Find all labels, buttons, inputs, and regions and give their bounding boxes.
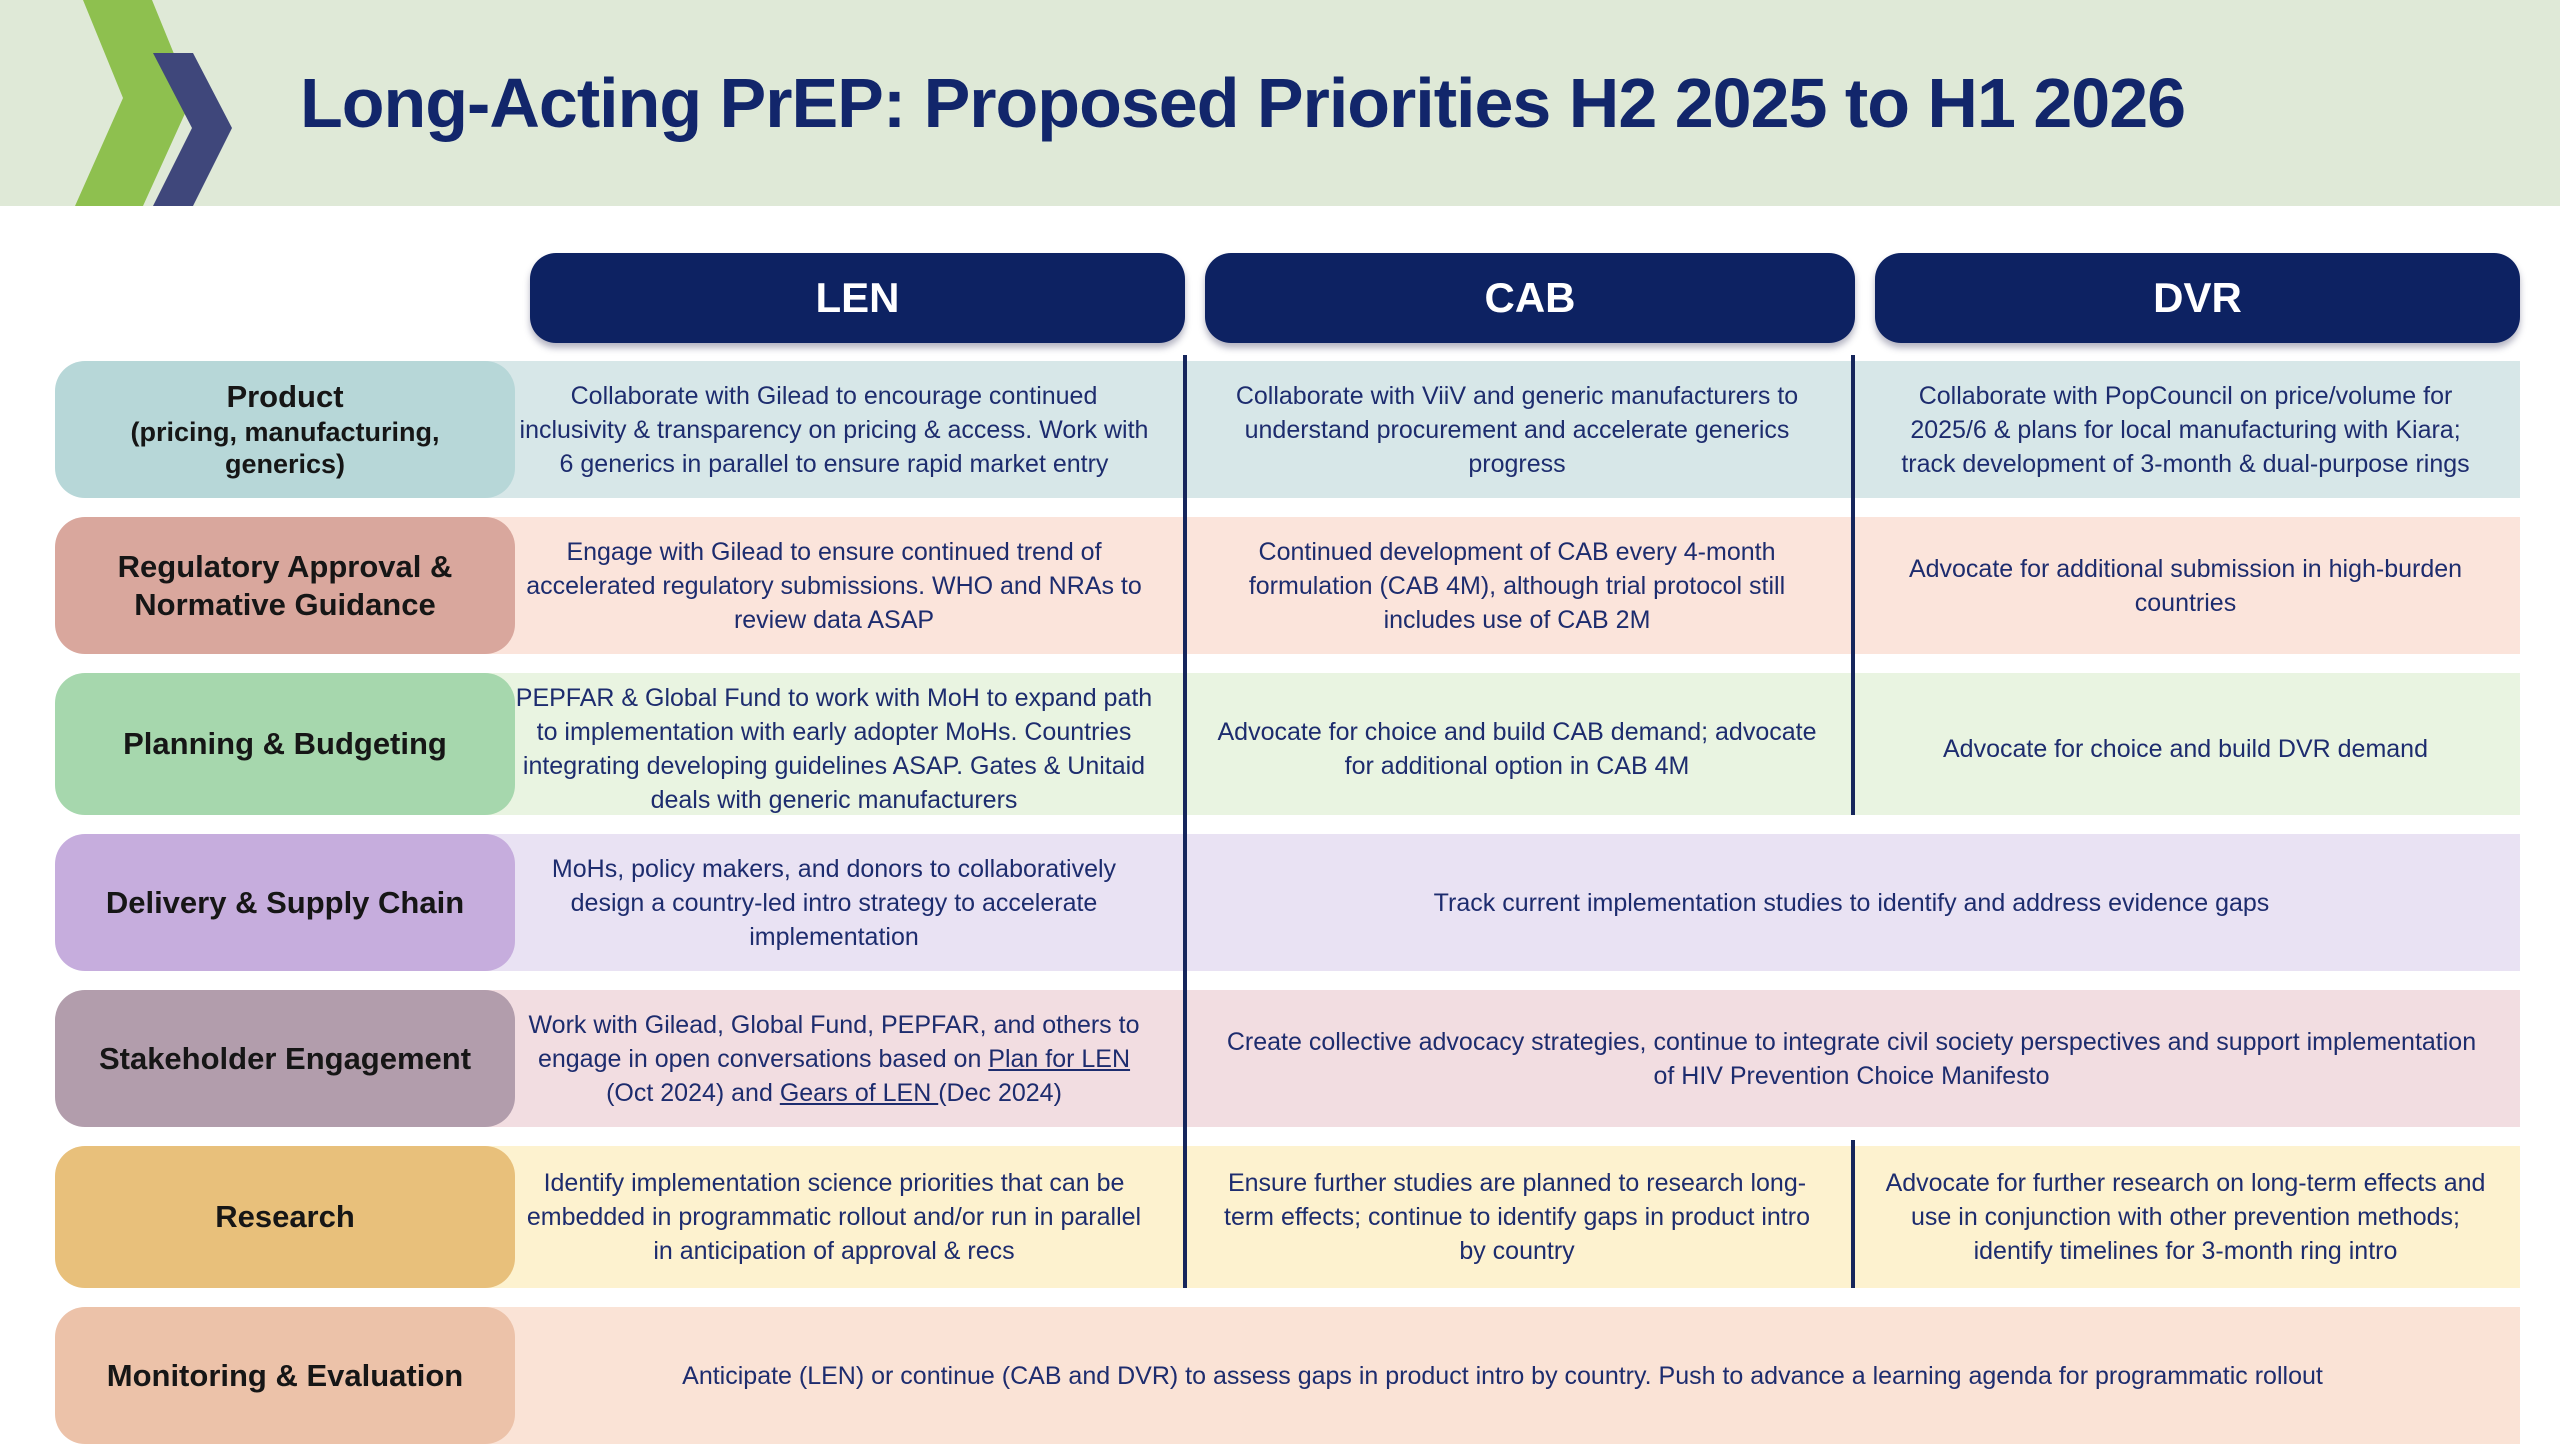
column-header-cab: CAB bbox=[1205, 253, 1855, 343]
cab-dvr-divider-research bbox=[1851, 1140, 1855, 1288]
cell-regulatory-dvr: Advocate for additional submission in high-burden countries bbox=[1908, 554, 2463, 617]
cell-regulatory-len: Engage with Gilead to ensure continued trend of accelerated regulatory submissions. WHO and NRAs to review data ASAP bbox=[526, 537, 1142, 634]
table-row-planning bbox=[55, 673, 2520, 815]
row-label-stakeholder: Stakeholder Engagement bbox=[55, 990, 515, 1127]
row-cells bbox=[485, 1146, 2520, 1288]
column-headers bbox=[55, 253, 2520, 343]
cab-dvr-divider-top bbox=[1851, 355, 1855, 815]
cell-planning-len: PEPFAR & Global Fund to work with MoH to expand path to implementation with early adopter MoHs. Countries integrating developing guidelines ASAP. Gates & Unitaid deals with generic manufacturers bbox=[515, 684, 1153, 814]
slide-header bbox=[0, 0, 2560, 206]
table-row-delivery bbox=[55, 834, 2520, 971]
column-header-dvr: DVR bbox=[1875, 253, 2520, 343]
row-cells bbox=[485, 1307, 2520, 1444]
row-label-monitoring: Monitoring & Evaluation bbox=[55, 1307, 515, 1444]
table-row-stakeholder bbox=[55, 990, 2520, 1127]
cell-research-dvr: Advocate for further research on long-term effects and use in conjunction with other prevention methods; identify timelines for 3-month ring intro bbox=[1885, 1169, 2486, 1265]
cell-product-dvr: Collaborate with PopCouncil on price/volume for 2025/6 & plans for local manufacturing with Kiara; track development of 3-month & dual-purpose rings bbox=[1901, 381, 2470, 478]
cell-delivery-len: MoHs, policy makers, and donors to collaboratively design a country-led intro strategy to accelerate implementation bbox=[551, 854, 1117, 951]
table-row-product bbox=[55, 361, 2520, 498]
table-body bbox=[55, 361, 2520, 1444]
cell-regulatory-cab: Continued development of CAB every 4-month formulation (CAB 4M), although trial protocol still includes use of CAB 2M bbox=[1248, 537, 1786, 634]
row-cells bbox=[485, 673, 2520, 815]
cell-delivery-cab-dvr: Track current implementation studies to identify and address evidence gaps bbox=[1433, 888, 2270, 917]
plan-for-len-link[interactable]: Plan for LEN bbox=[988, 1044, 1131, 1073]
column-header-len: LEN bbox=[530, 253, 1185, 343]
table-row-regulatory bbox=[55, 517, 2520, 654]
row-cells bbox=[485, 834, 2520, 971]
cell-planning-cab: Advocate for choice and build CAB demand; advocate for additional option in CAB 4M bbox=[1217, 718, 1817, 780]
row-label-research: Research bbox=[55, 1146, 515, 1288]
cell-stakeholder-len bbox=[485, 990, 1183, 1127]
table-row-monitoring bbox=[55, 1307, 2520, 1444]
priorities-table bbox=[55, 253, 2520, 1444]
text-segment: (Dec 2024) bbox=[938, 1078, 1062, 1107]
text-segment: Work with Gilead, Global Fund, PEPFAR, and others to engage in open conversations based on bbox=[528, 1010, 1140, 1073]
row-cells bbox=[485, 517, 2520, 654]
double-chevron-icon bbox=[0, 0, 300, 206]
cell-monitoring-full: Anticipate (LEN) or continue (CAB and DVR) to assess gaps in product intro by country. Push to advance a learning agenda for programmatic rollout bbox=[682, 1361, 2323, 1390]
cell-product-cab: Collaborate with ViiV and generic manufacturers to understand procurement and accelerate generics progress bbox=[1235, 381, 1799, 478]
cell-product-len: Collaborate with Gilead to encourage continued inclusivity & transparency on pricing & access. Work with 6 generics in parallel to ensure rapid market entry bbox=[519, 381, 1149, 478]
len-cab-divider bbox=[1183, 355, 1187, 1288]
row-cells bbox=[485, 361, 2520, 498]
cell-research-cab: Ensure further studies are planned to research long-term effects; continue to identify gaps in product intro by country bbox=[1224, 1169, 1810, 1265]
row-label-product: Product (pricing, manufacturing, generics) bbox=[55, 361, 515, 498]
text-segment: (Oct 2024) and bbox=[606, 1078, 780, 1107]
page-title: Long-Acting PrEP: Proposed Priorities H2 2025 to H1 2026 bbox=[300, 64, 2186, 142]
gears-of-len-link[interactable]: Gears of LEN bbox=[779, 1078, 939, 1107]
cell-stakeholder-cab-dvr: Create collective advocacy strategies, continue to integrate civil society perspectives and support implementation of HIV Prevention Choice Manifesto bbox=[1226, 1027, 2477, 1090]
row-label-planning: Planning & Budgeting bbox=[55, 673, 515, 815]
row-cells bbox=[485, 990, 2520, 1127]
row-label-regulatory: Regulatory Approval & Normative Guidance bbox=[55, 517, 515, 654]
row-label-delivery: Delivery & Supply Chain bbox=[55, 834, 515, 971]
cell-research-len: Identify implementation science priorities that can be embedded in programmatic rollout and/or run in parallel in anticipation of approval & recs bbox=[526, 1169, 1142, 1265]
cell-planning-dvr: Advocate for choice and build DVR demand bbox=[1942, 735, 2428, 763]
table-row-research bbox=[55, 1146, 2520, 1288]
